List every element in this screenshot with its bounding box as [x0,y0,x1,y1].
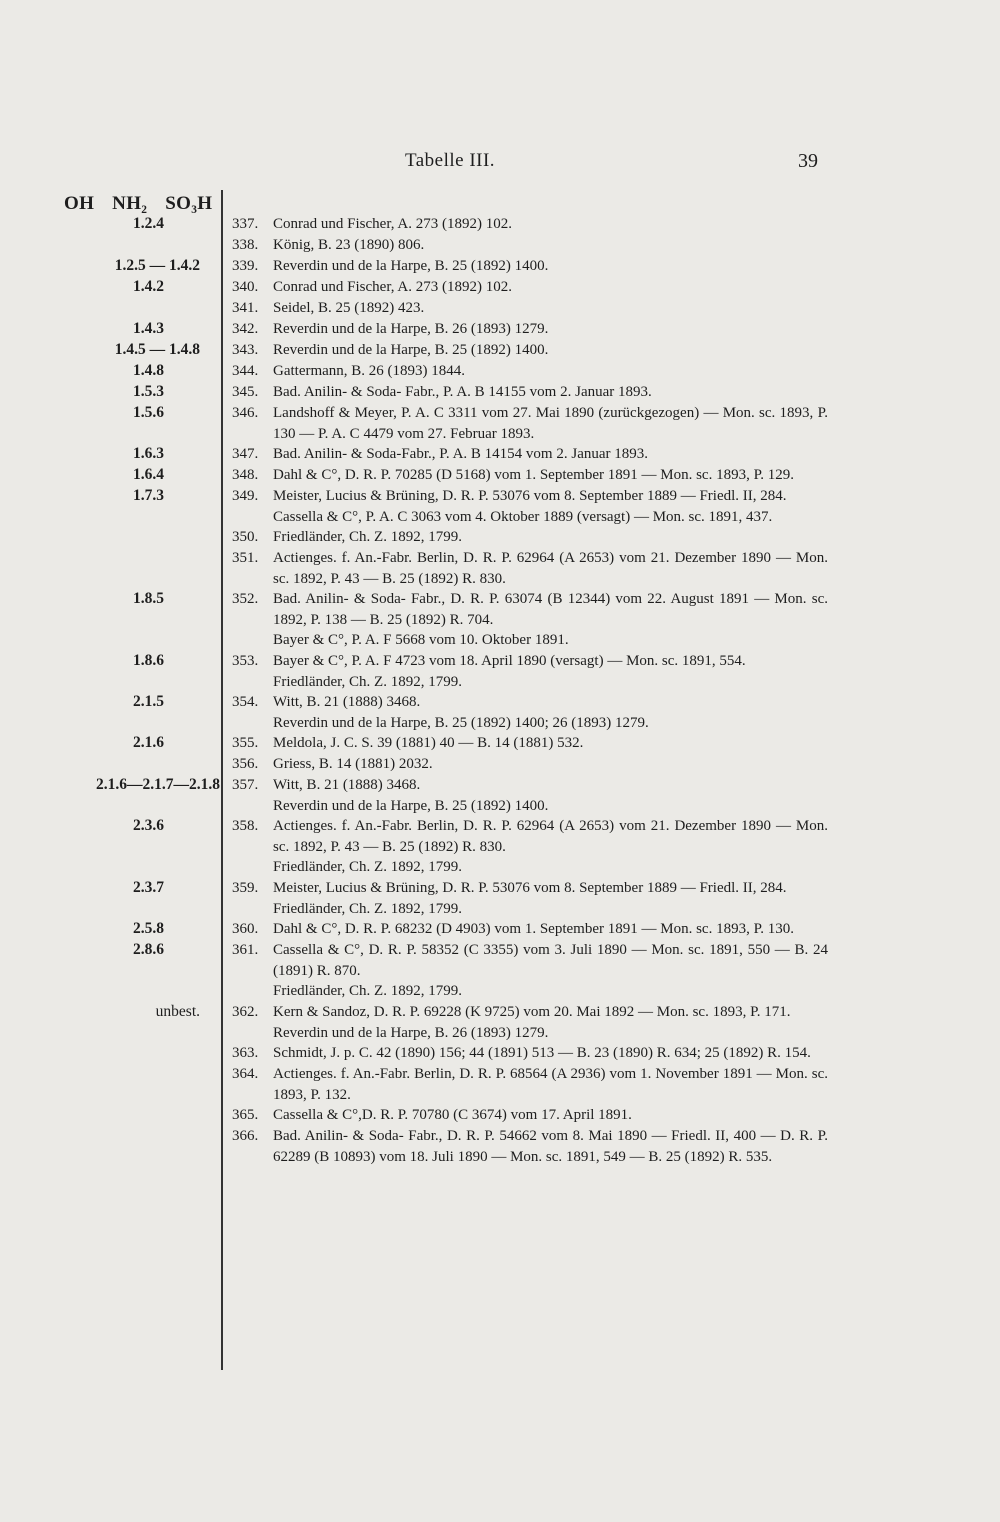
entry-number: 353. [232,653,259,669]
position-label: 1.4.8 [133,362,164,379]
reference-entry [232,361,828,382]
entry-number: 348. [232,467,259,483]
entry-citation: Friedländer, Ch. Z. 1892, 1799. [273,529,462,545]
entry-number: 365. [232,1107,259,1123]
entry-number: 337. [232,216,259,232]
entry-citation: Reverdin und de la Harpe, B. 25 (1892) 1400. [273,342,549,358]
position-label: 2.1.5 [133,693,164,710]
entry-number: 357. [232,777,259,793]
entry-number: 344. [232,363,259,379]
entry-text [273,940,828,1002]
reference-entry [232,298,828,319]
reference-entry [232,527,828,548]
entry-citation: Dahl & C°, D. R. P. 70285 (D 5168) vom 1. September 1891 — Mon. sc. 1893, P. 129. [273,467,794,483]
entry-citation: Bad. Anilin- & Soda- Fabr., P. A. B 14155 vom 2. Januar 1893. [273,384,652,400]
entry-number: 341. [232,300,259,316]
reference-entry [232,235,828,256]
entry-citation: Kern & Sandoz, D. R. P. 69228 (K 9725) vom 20. Mai 1892 — Mon. sc. 1893, P. 171. [273,1004,791,1020]
entry-number: 350. [232,529,259,545]
entry-number: 355. [232,735,259,751]
page-number: 39 [798,150,818,172]
entry-number: 339. [232,258,259,274]
entry-text [273,1105,828,1126]
reference-entry [232,1002,828,1043]
entry-number: 343. [232,342,259,358]
entry-number: 359. [232,880,259,896]
reference-entry [232,775,828,816]
entry-citation: König, B. 23 (1890) 806. [273,237,425,253]
position-label: 1.5.3 [133,383,164,400]
reference-entry [232,1064,828,1105]
position-label: 1.2.4 [133,215,164,232]
reference-entry [232,754,828,775]
entry-citation: Landshoff & Meyer, P. A. C 3311 vom 27. Mai 1890 (zurückgezogen) — Mon. sc. 1893, P. 130 — P. A. C 4479 vom 27. Februar 1893. [273,405,828,442]
position-label: 1.5.6 [133,404,164,421]
entry-citation: Conrad und Fischer, A. 273 (1892) 102. [273,279,512,295]
column-headings [64,193,212,215]
reference-entry [232,465,828,486]
entry-text [273,754,828,775]
entry-text [273,919,828,940]
entry-citation: Bayer & C°, P. A. F 5668 vom 10. Oktober 1891. [273,632,569,649]
entry-text [273,775,828,816]
entry-text [273,1126,828,1167]
reference-entry [232,733,828,754]
entry-number: 360. [232,921,259,937]
entry-text [273,733,828,754]
position-label: 1.8.5 [133,590,164,607]
entry-number: 338. [232,237,259,253]
position-label: 2.1.6 [133,734,164,751]
position-label: 1.2.5 — 1.4.2 [114,257,200,274]
entry-citation: Friedländer, Ch. Z. 1892, 1799. [273,859,462,876]
reference-entry [232,651,828,692]
column-so3h: SO₃H [165,193,213,214]
entry-citation: Bad. Anilin- & Soda-Fabr., P. A. B 14154 vom 2. Januar 1893. [273,446,648,462]
reference-entry [232,692,828,733]
entry-citation: Cassella & C°, P. A. C 3063 vom 4. Oktober 1889 (versagt) — Mon. sc. 1891, 437. [273,508,773,525]
column-nh2: NH₂ [112,193,148,214]
entry-number: 356. [232,756,259,772]
reference-entry [232,403,828,444]
entry-citation: Reverdin und de la Harpe, B. 25 (1892) 1400. [273,258,549,274]
entry-text [273,256,828,277]
entry-citation: Reverdin und de la Harpe, B. 26 (1893) 1279. [273,321,549,337]
entry-number: 354. [232,694,259,710]
position-label: 1.7.3 [133,487,164,504]
reference-entry [232,940,828,1002]
entry-citation: Meister, Lucius & Brüning, D. R. P. 53076 vom 8. September 1889 — Friedl. II, 284. [273,880,787,896]
entry-citation: Reverdin und de la Harpe, B. 25 (1892) 1400. [273,797,549,814]
entry-text [273,340,828,361]
entry-text [273,486,828,527]
entry-citation: Actienges. f. An.-Fabr. Berlin, D. R. P. 62964 (A 2653) vom 21. Dezember 1890 — Mon. sc. 1892, P. 43 — B. 25 (1892) R. 830. [273,818,828,855]
column-divider [221,190,223,1370]
reference-entry [232,1126,828,1167]
entry-text [273,692,828,733]
reference-entry [232,277,828,298]
position-label: 2.3.7 [133,879,164,896]
entry-number: 361. [232,942,259,958]
entry-text [273,589,828,651]
entry-citation: Bayer & C°, P. A. F 4723 vom 18. April 1890 (versagt) — Mon. sc. 1891, 554. [273,653,746,669]
entry-number: 363. [232,1045,259,1061]
entry-citation: Conrad und Fischer, A. 273 (1892) 102. [273,216,512,232]
entry-citation: Griess, B. 14 (1881) 2032. [273,756,433,772]
entry-citation: Reverdin und de la Harpe, B. 26 (1893) 1279. [273,1024,549,1041]
entry-citation: Friedländer, Ch. Z. 1892, 1799. [273,673,462,690]
reference-entry [232,382,828,403]
entry-text [273,298,828,319]
entry-citation: Meldola, J. C. S. 39 (1881) 40 — B. 14 (1881) 532. [273,735,584,751]
entry-text [273,214,828,235]
entry-text [273,1043,828,1064]
entry-text [273,651,828,692]
position-label: 1.6.4 [133,466,164,483]
entry-text [273,816,828,878]
entry-citation: Gattermann, B. 26 (1893) 1844. [273,363,466,379]
entry-citation: Witt, B. 21 (1888) 3468. [273,777,421,793]
entry-text [273,548,828,589]
entry-citation: Witt, B. 21 (1888) 3468. [273,694,421,710]
entry-citation: Meister, Lucius & Brüning, D. R. P. 53076 vom 8. September 1889 — Friedl. II, 284. [273,488,787,504]
entry-number: 358. [232,818,259,834]
entry-number: 352. [232,591,259,607]
entry-number: 349. [232,488,259,504]
reference-entry [232,256,828,277]
reference-entry [232,444,828,465]
position-label: 1.4.2 [133,278,164,295]
entry-number: 346. [232,405,259,421]
entry-text [273,361,828,382]
entry-citation: Bad. Anilin- & Soda- Fabr., D. R. P. 63074 (B 12344) vom 22. August 1891 — Mon. sc. 1892, P. 138 — B. 25 (1892) R. 704. [273,591,828,628]
reference-entry [232,486,828,527]
entry-citation: Reverdin und de la Harpe, B. 25 (1892) 1400; 26 (1893) 1279. [273,714,649,731]
reference-entry [232,1105,828,1126]
entry-text [273,1064,828,1105]
reference-entry [232,919,828,940]
reference-entry [232,548,828,589]
position-label: 2.3.6 [133,817,164,834]
position-label: 1.4.5 — 1.4.8 [114,341,200,358]
reference-entry [232,319,828,340]
column-oh: OH [64,193,95,214]
position-label: 1.4.3 [133,320,164,337]
position-label: 1.8.6 [133,652,164,669]
reference-entry [232,589,828,651]
entry-citation: Friedländer, Ch. Z. 1892, 1799. [273,900,462,917]
entry-text [273,465,828,486]
entry-citation: Friedländer, Ch. Z. 1892, 1799. [273,983,462,1000]
entry-citation: Seidel, B. 25 (1892) 423. [273,300,425,316]
entry-text [273,878,828,919]
entry-number: 345. [232,384,259,400]
position-label: 2.1.6—2.1.7—2.1.8 [96,776,220,793]
entry-text [273,1002,828,1043]
position-label: 2.8.6 [133,941,164,958]
reference-entry [232,214,828,235]
entry-number: 366. [232,1128,259,1144]
reference-entry [232,878,828,919]
entry-number: 340. [232,279,259,295]
entry-citation: Cassella & C°, D. R. P. 58352 (C 3355) vom 3. Juli 1890 — Mon. sc. 1891, 550 — B. 24 (1891) R. 870. [273,942,828,979]
entry-text [273,319,828,340]
entry-citation: Cassella & C°,D. R. P. 70780 (C 3674) vom 17. April 1891. [273,1107,632,1123]
entry-citation: Bad. Anilin- & Soda- Fabr., D. R. P. 54662 vom 8. Mai 1890 — Friedl. II, 400 — D. R. P. 62289 (B 10893) vom 18. Juli 1890 — Mon. sc. 1891, 549 — B. 25 (1892) R. 535. [273,1128,828,1165]
reference-entry [232,1043,828,1064]
entry-text [273,527,828,548]
entry-number: 347. [232,446,259,462]
position-label: 2.5.8 [133,920,164,937]
page-header-title: Tabelle III. [404,150,496,171]
position-label: unbest. [155,1003,200,1020]
entry-text [273,444,828,465]
entry-number: 362. [232,1004,259,1020]
entry-text [273,277,828,298]
entry-text [273,382,828,403]
entry-text [273,403,828,444]
entry-citation: Schmidt, J. p. C. 42 (1890) 156; 44 (1891) 513 — B. 23 (1890) R. 634; 25 (1892) R. 154. [273,1045,811,1061]
entry-number: 342. [232,321,259,337]
position-label: 1.6.3 [133,445,164,462]
entry-number: 351. [232,550,259,566]
entry-citation: Dahl & C°, D. R. P. 68232 (D 4903) vom 1. September 1891 — Mon. sc. 1893, P. 130. [273,921,794,937]
reference-entry [232,816,828,878]
entry-number: 364. [232,1066,259,1082]
reference-entry [232,340,828,361]
entry-citation: Actienges. f. An.-Fabr. Berlin, D. R. P. 62964 (A 2653) vom 21. Dezember 1890 — Mon. sc. 1892, P. 43 — B. 25 (1892) R. 830. [273,550,828,587]
entry-citation: Actienges. f. An.-Fabr. Berlin, D. R. P. 68564 (A 2936) vom 1. November 1891 — Mon. sc. 1893, P. 132. [273,1066,828,1103]
entry-text [273,235,828,256]
